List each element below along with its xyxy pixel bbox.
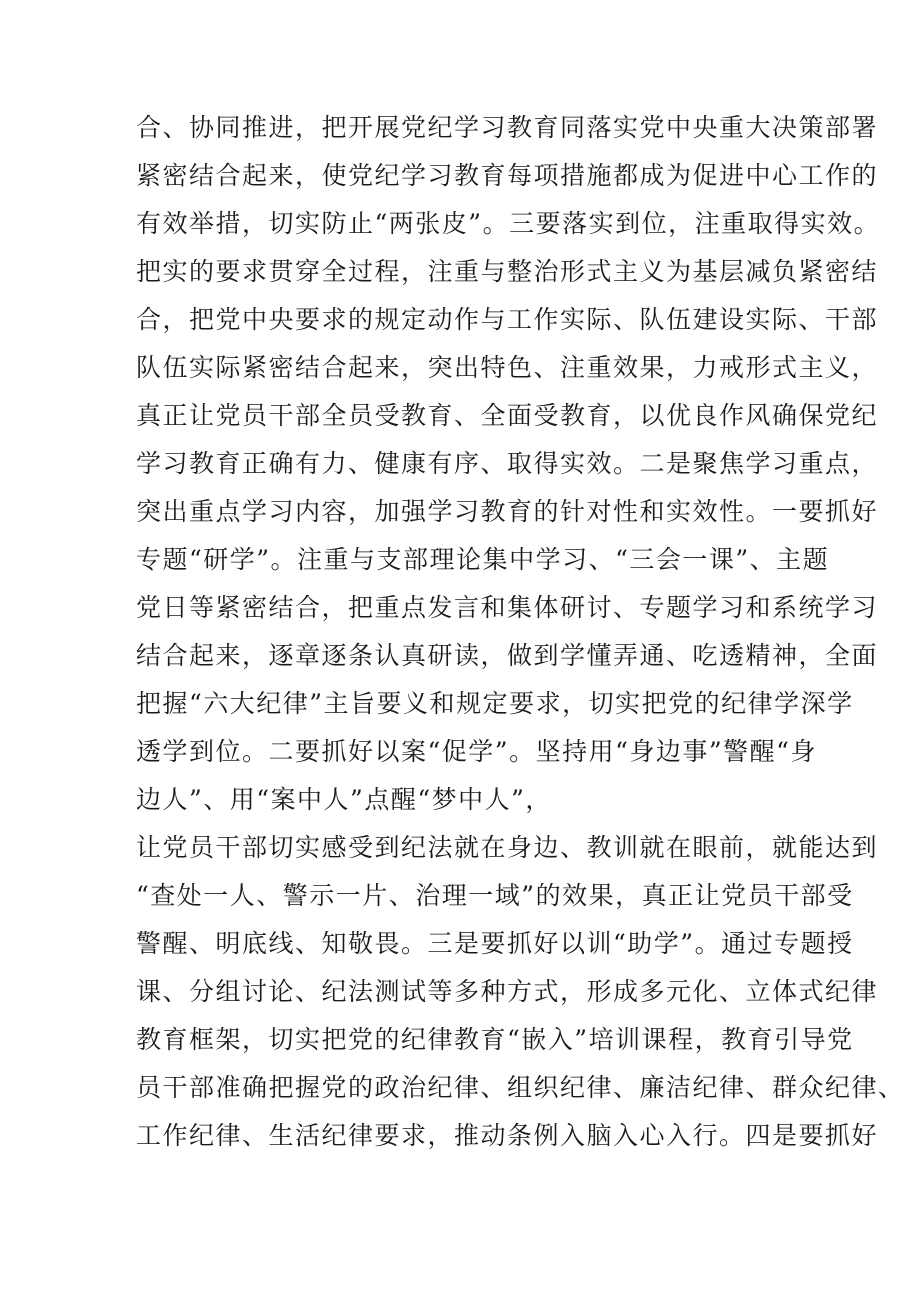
text-line: 把握“六大纪律”主旨要义和规定要求，切实把党的纪律学深学	[136, 689, 854, 718]
text-line: 真正让党员干部全员受教育、全面受教育，以优良作风确保党纪	[136, 401, 879, 430]
text-line: 教育框架，切实把党的纪律教育“嵌入”培训课程，教育引导党	[136, 1025, 854, 1054]
text-line: 让党员干部切实感受到纪法就在身边、教训就在眼前，就能达到	[136, 833, 879, 862]
body-text	[136, 104, 905, 1160]
text-line: 合、协同推进，把开展党纪学习教育同落实党中央重大决策部署	[136, 113, 879, 142]
text-line: “查处一人、警示一片、治理一域”的效果，真正让党员干部受	[136, 881, 854, 910]
text-line: 把实的要求贯穿全过程，注重与整治形式主义为基层减负紧密结	[136, 257, 879, 286]
text-line: 边人”、用“案中人”点醒“梦中人”，	[136, 785, 552, 814]
text-line: 突出重点学习内容，加强学习教育的针对性和实效性。一要抓好	[136, 497, 879, 526]
text-line: 专题“研学”。注重与支部理论集中学习、“三会一课”、主题	[136, 545, 830, 574]
text-line: 紧密结合起来，使党纪学习教育每项措施都成为促进中心工作的	[136, 161, 879, 190]
text-line: 工作纪律、生活纪律要求，推动条例入脑入心入行。四是要抓好	[136, 1121, 879, 1150]
text-line: 有效举措，切实防止“两张皮”。三要落实到位，注重取得实效。	[136, 209, 881, 238]
text-line: 警醒、明底线、知敬畏。三是要抓好以训“助学”。通过专题授	[136, 929, 854, 958]
text-line: 队伍实际紧密结合起来，突出特色、注重效果，力戒形式主义，	[136, 353, 879, 382]
text-line: 学习教育正确有力、健康有序、取得实效。二是聚焦学习重点，	[136, 449, 879, 478]
text-line: 透学到位。二要抓好以案“促学”。坚持用“身边事”警醒“身	[136, 737, 817, 766]
text-line: 结合起来，逐章逐条认真研读，做到学懂弄通、吃透精神，全面	[136, 641, 879, 670]
text-line: 课、分组讨论、纪法测试等多种方式，形成多元化、立体式纪律	[136, 977, 879, 1006]
text-line: 党日等紧密结合，把重点发言和集体研讨、专题学习和系统学习	[136, 593, 879, 622]
text-line: 合，把党中央要求的规定动作与工作实际、队伍建设实际、干部	[136, 305, 879, 334]
text-line: 员干部准确把握党的政治纪律、组织纪律、廉洁纪律、群众纪律、	[136, 1073, 905, 1102]
